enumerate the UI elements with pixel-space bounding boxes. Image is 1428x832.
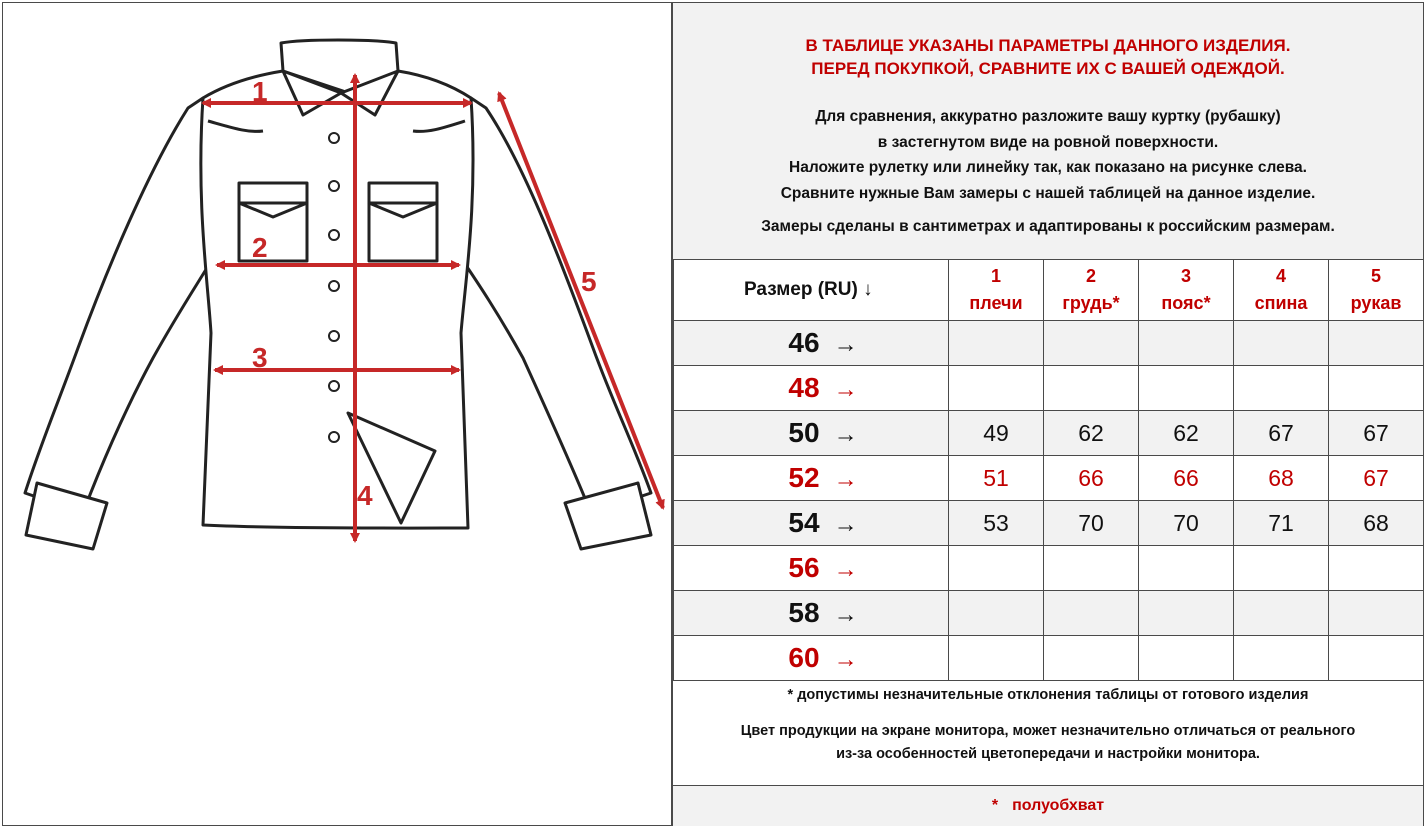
value-cell: 70 bbox=[1044, 501, 1139, 546]
value-cell bbox=[1234, 366, 1329, 411]
column-header-shoulders: 1 плечи bbox=[949, 260, 1044, 321]
value-cell bbox=[1329, 546, 1424, 591]
table-row bbox=[674, 411, 1424, 456]
value-cell bbox=[1329, 321, 1424, 366]
column-header-waist: 3 пояс* bbox=[1139, 260, 1234, 321]
value-cell bbox=[1044, 591, 1139, 636]
size-cell: 52 → bbox=[674, 456, 949, 501]
size-cell: 48 → bbox=[674, 366, 949, 411]
table-header-row bbox=[674, 260, 1424, 321]
instruction-line: Сравните нужные Вам замеры с нашей таблицей на данное изделие. bbox=[780, 184, 1316, 202]
table-row bbox=[674, 321, 1424, 366]
legend-bar bbox=[673, 785, 1423, 826]
value-cell: 68 bbox=[1329, 501, 1424, 546]
value-cell: 66 bbox=[1044, 456, 1139, 501]
column-header-back: 4 спина bbox=[1234, 260, 1329, 321]
legend-star: * bbox=[991, 797, 999, 814]
color-note-line-1: Цвет продукции на экране монитора, может незначительно отличаться от реального bbox=[740, 723, 1356, 739]
table-row bbox=[674, 591, 1424, 636]
table-row bbox=[674, 546, 1424, 591]
measure-label-shoulders: 1 bbox=[252, 76, 268, 107]
shirt-diagram bbox=[3, 3, 671, 825]
measure-label-chest: 2 bbox=[252, 232, 268, 263]
value-cell: 62 bbox=[1044, 411, 1139, 456]
value-cell: 67 bbox=[1329, 456, 1424, 501]
instructions-text bbox=[673, 104, 1423, 206]
value-cell bbox=[1234, 546, 1329, 591]
legend-text: полуобхват bbox=[1012, 797, 1105, 814]
value-cell: 66 bbox=[1139, 456, 1234, 501]
measure-label-length: 4 bbox=[357, 480, 373, 511]
table-row bbox=[674, 501, 1424, 546]
value-cell bbox=[949, 636, 1044, 681]
value-cell bbox=[1044, 546, 1139, 591]
warning-text bbox=[673, 34, 1423, 80]
table-row bbox=[674, 456, 1424, 501]
deviation-note: * допустимы незначительные отклонения таблицы от готового изделия bbox=[787, 687, 1309, 703]
column-header-chest: 2 грудь* bbox=[1044, 260, 1139, 321]
value-cell bbox=[1234, 636, 1329, 681]
value-cell bbox=[1044, 366, 1139, 411]
value-cell bbox=[1139, 591, 1234, 636]
value-cell: 62 bbox=[1139, 411, 1234, 456]
size-cell: 50 → bbox=[674, 411, 949, 456]
value-cell bbox=[949, 546, 1044, 591]
table-row bbox=[674, 636, 1424, 681]
value-cell bbox=[1329, 591, 1424, 636]
value-cell: 70 bbox=[1139, 501, 1234, 546]
shirt-diagram-panel bbox=[2, 2, 672, 826]
value-cell bbox=[949, 591, 1044, 636]
instruction-line: в застегнутом виде на ровной поверхности. bbox=[877, 133, 1219, 151]
value-cell bbox=[1044, 321, 1139, 366]
color-note-line-2: из-за особенностей цветопередачи и настройки монитора. bbox=[836, 746, 1260, 762]
column-header-sleeve: 5 рукав bbox=[1329, 260, 1424, 321]
size-cell: 56 → bbox=[674, 546, 949, 591]
instruction-line: Для сравнения, аккуратно разложите вашу куртку (рубашку) bbox=[815, 108, 1281, 125]
size-cell: 54 → bbox=[674, 501, 949, 546]
value-cell: 49 bbox=[949, 411, 1044, 456]
shirt-outline bbox=[25, 40, 651, 549]
value-cell: 71 bbox=[1234, 501, 1329, 546]
warning-line-1: В ТАБЛИЦЕ УКАЗАНЫ ПАРАМЕТРЫ ДАННОГО ИЗДЕЛИЯ. bbox=[805, 36, 1291, 55]
value-cell bbox=[1234, 321, 1329, 366]
value-cell bbox=[1329, 366, 1424, 411]
value-cell: 53 bbox=[949, 501, 1044, 546]
size-chart-panel bbox=[672, 2, 1424, 826]
measure-label-sleeve: 5 bbox=[581, 266, 597, 297]
value-cell bbox=[949, 321, 1044, 366]
value-cell bbox=[1234, 591, 1329, 636]
value-cell: 67 bbox=[1329, 411, 1424, 456]
measurement-note: Замеры сделаны в сантиметрах и адаптированы к российским размерам. bbox=[761, 218, 1335, 235]
value-cell bbox=[1329, 636, 1424, 681]
measure-label-waist: 3 bbox=[252, 342, 268, 373]
warning-line-2: ПЕРЕД ПОКУПКОЙ, СРАВНИТЕ ИХ С ВАШЕЙ ОДЕЖДОЙ. bbox=[811, 59, 1285, 78]
color-note bbox=[673, 720, 1423, 766]
instruction-line: Наложите рулетку или линейку так, как показано на рисунке слева. bbox=[789, 159, 1307, 176]
value-cell bbox=[1139, 636, 1234, 681]
value-cell: 68 bbox=[1234, 456, 1329, 501]
value-cell: 51 bbox=[949, 456, 1044, 501]
size-cell: 60 → bbox=[674, 636, 949, 681]
size-table bbox=[673, 259, 1424, 681]
size-cell: 46 → bbox=[674, 321, 949, 366]
size-column-header: Размер (RU) ↓ bbox=[674, 260, 949, 321]
table-row bbox=[674, 366, 1424, 411]
size-cell: 58 → bbox=[674, 591, 949, 636]
value-cell: 67 bbox=[1234, 411, 1329, 456]
instructions-header bbox=[673, 3, 1423, 260]
value-cell bbox=[1139, 546, 1234, 591]
value-cell bbox=[1139, 321, 1234, 366]
value-cell bbox=[1139, 366, 1234, 411]
value-cell bbox=[949, 366, 1044, 411]
value-cell bbox=[1044, 636, 1139, 681]
